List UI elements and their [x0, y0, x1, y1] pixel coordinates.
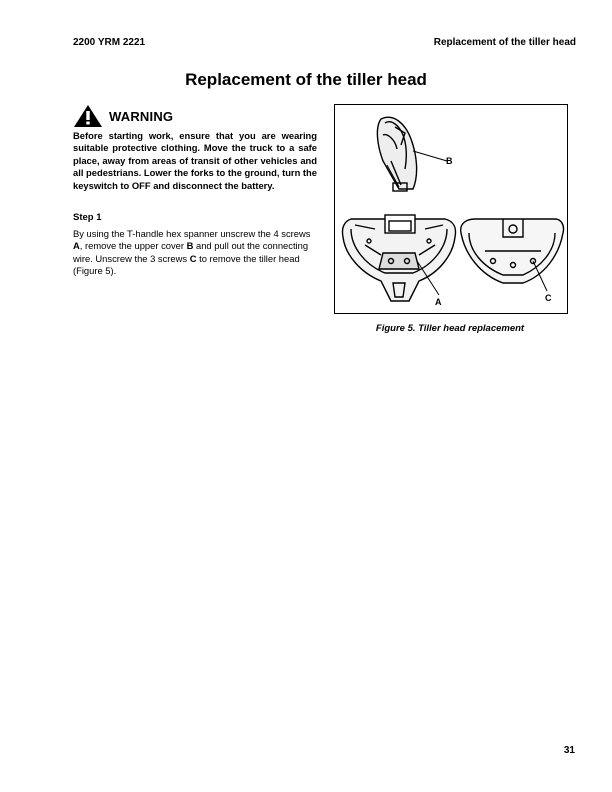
tiller-housing-drawing — [342, 215, 455, 301]
step-text-4: to remove the tiller head (Figure 5). — [73, 252, 300, 276]
label-c: C — [545, 293, 552, 303]
upper-cover-drawing — [377, 117, 416, 191]
tiller-base-drawing — [461, 219, 564, 283]
page-title: Replacement of the tiller head — [185, 70, 427, 89]
step-instructions — [73, 228, 313, 277]
header-section-title: Replacement of the tiller head — [433, 37, 576, 48]
figure-caption: Figure 5. Tiller head replacement — [375, 323, 525, 334]
warning-header — [73, 104, 317, 128]
warning-block — [73, 104, 317, 192]
step-title: Step 1 — [73, 212, 102, 223]
label-a: A — [435, 297, 442, 307]
warning-text: Before starting work, ensure that you are wearing suitable protective clothing. Move the truck to a safe place, away from areas of transit of other vehicles and all pedestrians. Lower the forks to the ground, turn the keyswitch to OFF and disconnect the battery. — [73, 130, 317, 191]
label-b-leader — [413, 151, 447, 161]
page-number: 31 — [563, 745, 575, 756]
figure-tiller-head — [334, 104, 568, 314]
warning-label: WARNING — [109, 108, 174, 124]
step-text-1: By using the T-handle hex spanner unscrew the 4 screws — [73, 228, 311, 239]
screw-c-ref: C — [189, 252, 197, 264]
label-b: B — [446, 156, 453, 166]
cover-b-ref: B — [186, 240, 194, 252]
step-text-2: , remove the upper cover — [79, 240, 187, 252]
step-text-3: and pull out the connecting wire. Unscrew the 3 screws — [73, 240, 309, 264]
tiller-head-illustration — [335, 105, 567, 313]
screw-a-ref: A — [73, 240, 80, 252]
header-doc-code: 2200 YRM 2221 — [73, 37, 146, 48]
warning-triangle-icon — [73, 104, 103, 128]
